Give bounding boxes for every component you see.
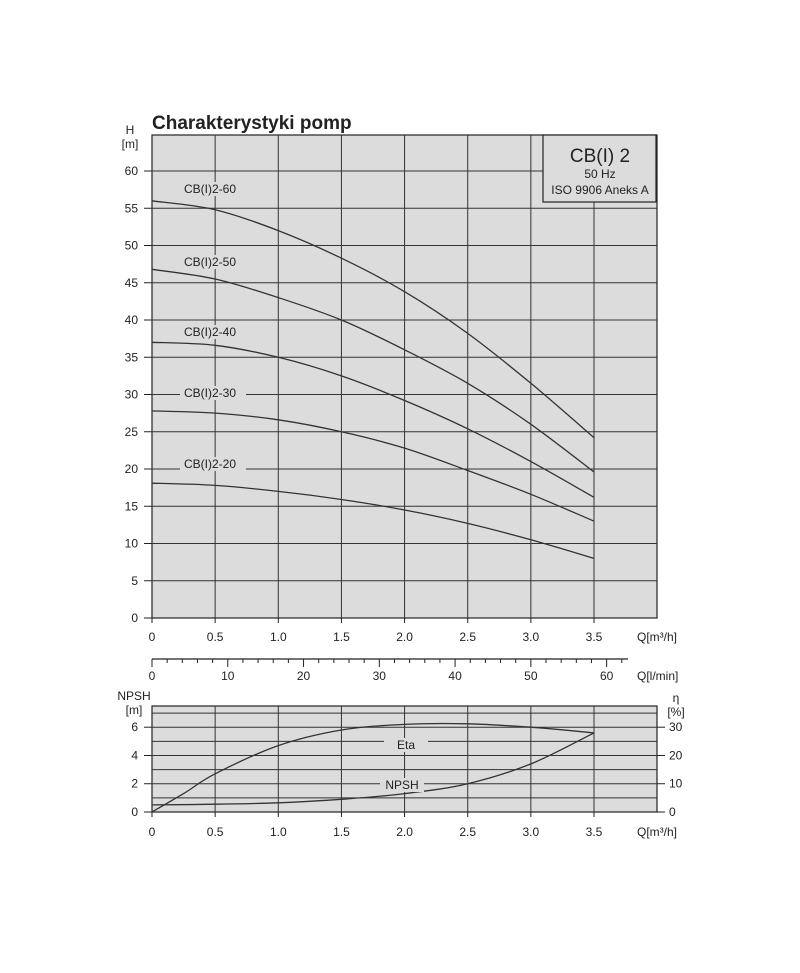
- y-tick-label: 30: [124, 387, 138, 402]
- left-tick-label: 4: [131, 748, 138, 763]
- right-tick-label: 20: [669, 748, 683, 763]
- x-tick-label: 0.5: [206, 630, 224, 644]
- right-tick-label: 0: [669, 805, 676, 819]
- y-tick-label: 60: [124, 164, 138, 178]
- secondary-tick-label: 0: [148, 669, 156, 683]
- left-tick-label: 2: [131, 776, 138, 791]
- info-model: CB(I) 2: [569, 146, 631, 167]
- secondary-flow-axis: [149, 659, 679, 683]
- x-tick-label: 2.5: [459, 630, 477, 644]
- series-label: CB(I)2-40: [184, 325, 237, 339]
- y-tick-label: 25: [124, 424, 138, 439]
- info-standard: ISO 9906 Aneks A: [551, 183, 649, 197]
- secondary-tick-label: 30: [372, 669, 386, 683]
- x-tick-label: 1.0: [269, 630, 287, 644]
- right-axis-unit: [%]: [667, 705, 685, 719]
- left-tick-label: 6: [131, 720, 138, 735]
- model-info-box: [543, 135, 656, 202]
- y-tick-label: 20: [124, 462, 138, 476]
- x-tick-label: 1.5: [333, 630, 350, 644]
- left-tick-label: 0: [131, 805, 138, 819]
- x-tick-label: 0.5: [206, 825, 224, 839]
- y-axis-label: H: [125, 123, 135, 137]
- series-label: CB(I)2-60: [184, 182, 237, 196]
- chart-title: Charakterystyki pomp: [152, 113, 352, 134]
- info-frequency: 50 Hz: [584, 167, 616, 181]
- series-label: CB(I)2-50: [184, 255, 237, 269]
- series-label: NPSH: [385, 778, 419, 792]
- npsh-efficiency-chart: [117, 689, 684, 839]
- x-tick-label: 1.0: [269, 825, 287, 839]
- y-tick-label: 10: [124, 536, 138, 551]
- x-tick-label: 0: [148, 825, 156, 839]
- left-axis-label: NPSH: [117, 689, 151, 703]
- y-tick-label: 35: [124, 350, 138, 365]
- x-axis-label: Q[m³/h]: [637, 630, 678, 644]
- x-tick-label: 3.5: [585, 630, 603, 644]
- secondary-tick-label: 50: [524, 669, 538, 683]
- secondary-axis-label: Q[l/min]: [637, 669, 679, 683]
- x-tick-label: 3.0: [522, 825, 540, 839]
- x-tick-label: 2.0: [396, 630, 413, 644]
- x-tick-label: 0: [148, 630, 156, 644]
- right-tick-label: 10: [669, 776, 683, 791]
- y-tick-label: 50: [124, 238, 138, 253]
- y-tick-label: 15: [124, 499, 138, 514]
- secondary-tick-label: 20: [296, 669, 311, 683]
- series-label: CB(I)2-30: [184, 386, 237, 400]
- secondary-tick-label: 10: [221, 669, 235, 683]
- y-axis-unit: [m]: [121, 137, 139, 151]
- series-label: CB(I)2-20: [184, 457, 237, 471]
- right-tick-label: 30: [669, 720, 683, 735]
- x-tick-label: 3.5: [585, 825, 603, 839]
- left-axis-unit: [m]: [125, 703, 143, 717]
- secondary-tick-label: 40: [448, 669, 462, 683]
- x-tick-label: 2.0: [396, 825, 413, 839]
- x-tick-label: 3.0: [522, 630, 540, 644]
- series-label: Eta: [396, 738, 416, 752]
- y-tick-label: 55: [124, 201, 138, 216]
- y-tick-label: 5: [131, 573, 138, 588]
- secondary-tick-label: 60: [599, 669, 614, 683]
- x-tick-label: 2.5: [459, 825, 477, 839]
- y-tick-label: 40: [124, 313, 138, 327]
- x-tick-label: 1.5: [333, 825, 350, 839]
- right-axis-label: η: [672, 691, 680, 705]
- y-tick-label: 45: [124, 275, 138, 290]
- y-tick-label: 0: [131, 611, 138, 625]
- x-axis-label: Q[m³/h]: [637, 825, 678, 839]
- head-curve-chart: [122, 113, 677, 644]
